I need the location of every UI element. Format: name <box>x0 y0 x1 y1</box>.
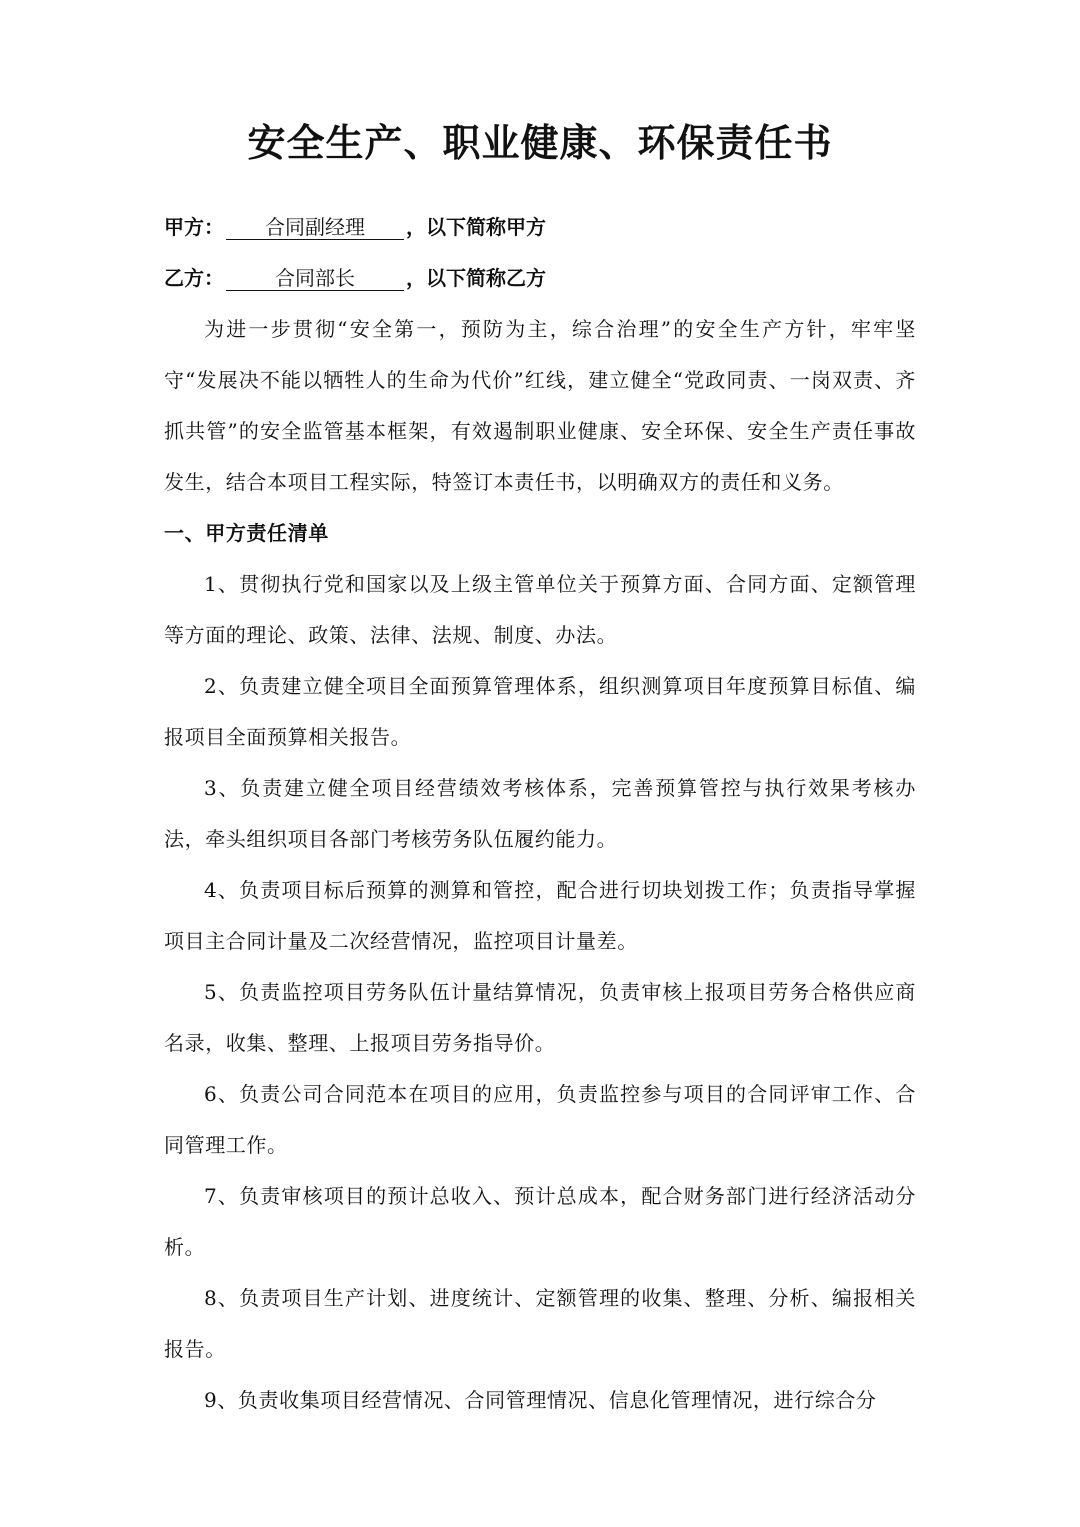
list-item: 5、负责监控项目劳务队伍计量结算情况，负责审核上报项目劳务合格供应商名录，收集、整理、上报项目劳务指导价。 <box>164 980 916 1055</box>
party-b-value: 合同部长 <box>226 266 404 291</box>
party-a-value: 合同副经理 <box>226 215 404 240</box>
list-item: 3、负责建立健全项目经营绩效考核体系，完善预算管控与执行效果考核办法，牵头组织项目各部门考核劳务队伍履约能力。 <box>164 776 916 851</box>
list-item: 4、负责项目标后预算的测算和管控，配合进行切块划拨工作；负责指导掌握项目主合同计量及二次经营情况，监控项目计量差。 <box>164 878 916 953</box>
party-a-label: 甲方： <box>164 215 224 239</box>
party-b-label: 乙方： <box>164 266 224 290</box>
intro-paragraph: 为进一步贯彻“安全第一，预防为主，综合治理”的安全生产方针，牢牢坚守“发展决不能以牺牲人的生命为代价”红线，建立健全“党政同责、一岗双责、齐抓共管”的安全监管基本框架，有效遏制职业健康、安全环保、安全生产责任事故发生，结合本项目工程实际，特签订本责任书，以明确双方的责任和义务。 <box>164 317 916 494</box>
list-item: 8、负责项目生产计划、进度统计、定额管理的收集、整理、分析、编报相关报告。 <box>164 1286 916 1361</box>
list-item: 2、负责建立健全项目全面预算管理体系，组织测算项目年度预算目标值、编报项目全面预算相关报告。 <box>164 674 916 749</box>
party-b-suffix: ，以下简称乙方 <box>406 266 546 290</box>
document-body <box>164 304 916 1426</box>
list-item: 7、负责审核项目的预计总收入、预计总成本，配合财务部门进行经济活动分析。 <box>164 1184 916 1259</box>
document-title: 安全生产、职业健康、环保责任书 <box>247 121 833 165</box>
party-b-line <box>164 264 546 292</box>
list-item: 9、负责收集项目经营情况、合同管理情况、信息化管理情况，进行综合分 <box>204 1388 877 1412</box>
party-a-suffix: ，以下简称甲方 <box>406 215 546 239</box>
section-heading: 一、甲方责任清单 <box>164 521 329 545</box>
party-a-line <box>164 213 546 241</box>
list-item: 6、负责公司合同范本在项目的应用，负责监控参与项目的合同评审工作、合同管理工作。 <box>164 1082 916 1157</box>
list-item: 1、贯彻执行党和国家以及上级主管单位关于预算方面、合同方面、定额管理等方面的理论、政策、法律、法规、制度、办法。 <box>164 572 916 647</box>
